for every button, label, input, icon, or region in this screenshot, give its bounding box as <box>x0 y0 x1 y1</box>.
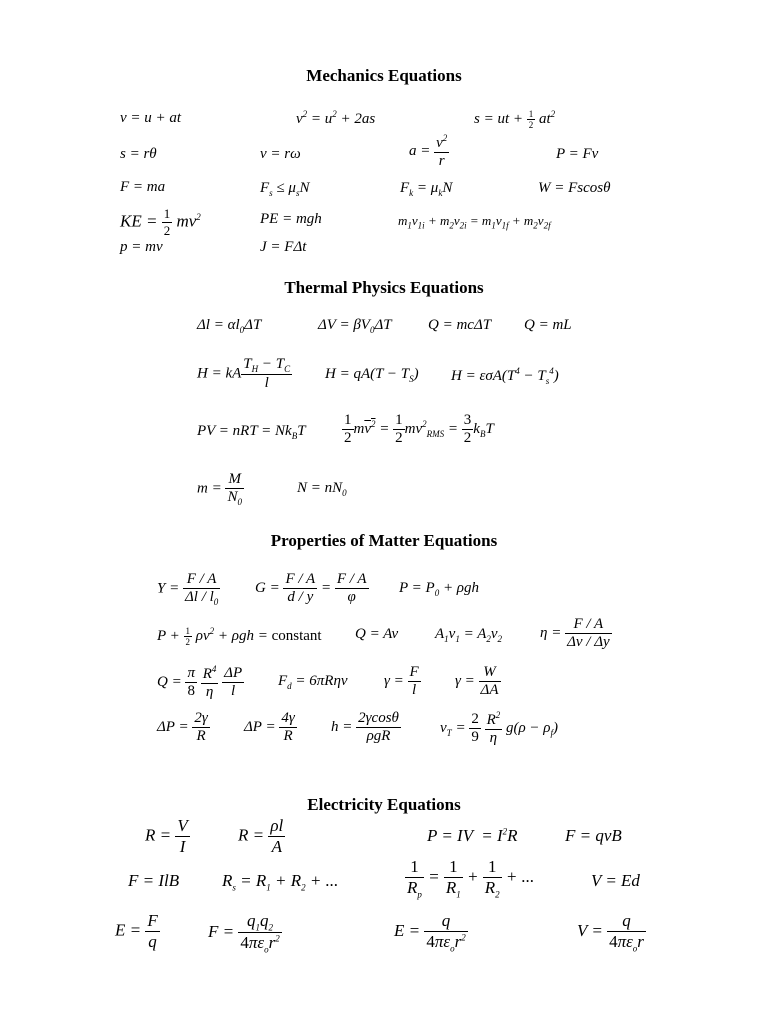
eq-volume-expansion: $\Delta V = \beta V_0\Delta T$ <box>318 317 392 335</box>
eq-bernoulli: P + $\frac{1}{2}$ $\rho v^2 + \rho gh$ = constant <box>157 626 322 648</box>
eq-arc-length: s = rθ <box>120 146 157 162</box>
eq-resistivity: R = $\frac{\rho l}{A}$ <box>238 816 284 856</box>
eq-stokes-drag: $F_d = 6\pi R\eta v$ <box>278 673 348 691</box>
eq-radiation: $H = \varepsilon\sigma A(T^4 - T_s^4)$ <box>451 366 559 386</box>
eq-field-definition: E = $\frac{F}{q}$ <box>115 911 158 951</box>
eq-ohms-law: R = $\frac{V}{I}$ <box>145 816 188 856</box>
eq-uniform-field-potential: V = Ed <box>591 871 640 890</box>
eq-velocity-squared: $v^2 = u^2 + 2as$ <box>296 109 376 127</box>
eq-series-resistance: $R_s = R_1 + R_2$ + ... <box>222 871 339 893</box>
eq-static-friction: $F_s \le \mu_sN$ <box>260 180 310 198</box>
heading-thermal: Thermal Physics Equations <box>284 278 484 297</box>
eq-magnetic-force-charge: F = qvB <box>565 826 622 845</box>
eq-convection: $H = qA(T - T_S)$ <box>325 366 419 384</box>
eq-displacement: s = ut + $\frac{1}{2}$ $at^2$ <box>474 109 556 131</box>
eq-surface-tension-force: γ = $\frac{F}{l}$ <box>384 664 419 698</box>
eq-youngs-modulus: Y = $\frac{F / A}{\Delta l / l_0}$ <box>157 571 219 607</box>
eq-point-charge-potential: V = $\frac{q}{4\pi\varepsilon_or}$ <box>577 911 644 954</box>
eq-velocity-time: v = u + at <box>120 110 182 126</box>
eq-ideal-gas: PV = nRT = $Nk_BT$ <box>197 423 306 441</box>
eq-continuity: $A_1v_1 = A_2v_2$ <box>435 626 503 644</box>
eq-parallel-resistance: $\frac{1}{R_p}$ = $\frac{1}{R_1}$ + $\frac{1}{R_2}$ + ... <box>407 857 535 900</box>
eq-heat-capacity: Q = mcΔT <box>428 317 492 333</box>
eq-power: P = Fv <box>556 146 599 162</box>
eq-terminal-velocity: $v_T$ = $\frac{2}{9}$ $\frac{R^2}{\eta}$ $g(\rho - \rho_f)$ <box>440 710 559 746</box>
eq-coulombs-law: F = $\frac{q_1q_2}{4\pi\varepsilon_or^2}$ <box>208 911 280 955</box>
eq-poiseuille: Q = $\frac{\pi}{8}$ $\frac{R^4}{\eta}$ $\frac{\Delta P}{l}$ <box>157 664 243 700</box>
eq-viscosity: η = $\frac{F / A}{\Delta v / \Delta y}$ <box>540 616 610 650</box>
eq-impulse: J = FΔt <box>260 239 307 255</box>
eq-kinetic-friction: $F_k = \mu_kN$ <box>400 180 453 198</box>
eq-work: W = Fscosθ <box>538 180 611 196</box>
eq-centripetal-acceleration: a = $\frac{v^2}{r}$ <box>409 133 448 169</box>
eq-linear-expansion: $\Delta l = \alpha l_0\Delta T$ <box>197 317 262 335</box>
eq-potential-energy: PE = mgh <box>260 211 322 227</box>
heading-mechanics: Mechanics Equations <box>306 66 462 85</box>
eq-molar-mass: m = $\frac{M}{N_0}$ <box>197 471 242 507</box>
eq-shear-modulus: G = $\frac{F / A}{d / y}$ = $\frac{F / A}{\varphi}$ <box>255 571 367 605</box>
eq-hydrostatic-pressure: $P = P_0 + \rho gh$ <box>399 580 480 598</box>
eq-electric-power: P = IV = $I^2R$ <box>427 826 518 845</box>
heading-properties-of-matter: Properties of Matter Equations <box>270 531 498 550</box>
eq-conduction: H = kA $\frac{T_H - T_C}{l}$ <box>197 356 291 391</box>
eq-flow-rate: Q = Av <box>355 626 399 642</box>
eq-newton-second: F = ma <box>120 179 166 195</box>
eq-bubble-pressure-drop: ΔP = $\frac{2\gamma}{R}$ <box>157 710 208 744</box>
eq-number-of-particles: $N = nN_0$ <box>297 480 347 498</box>
eq-soap-bubble-pressure: ΔP = $\frac{4\gamma}{R}$ <box>244 710 295 744</box>
eq-point-charge-field: E = $\frac{q}{4\pi\varepsilon_or^2}$ <box>394 911 466 954</box>
eq-surface-tension-energy: γ = $\frac{W}{\Delta A}$ <box>455 664 499 698</box>
bernoulli-constant: constant <box>271 628 322 644</box>
eq-kinetic-theory: $\frac{1}{2}$ $mv^2$ = $\frac{1}{2}$ $mv^2_{RMS}$ = $\frac{3}{2}$ $k_BT$ <box>344 412 494 446</box>
eq-magnetic-force-wire: F = IlB <box>128 871 180 890</box>
eq-angular-velocity: v = rω <box>260 146 301 162</box>
eq-momentum-conservation: $m_1v_{1i} + m_2v_{2i} = m_1v_{1f} + m_2v_{2f}$ <box>398 213 551 231</box>
heading-electricity: Electricity Equations <box>307 795 461 814</box>
eq-capillary-rise: h = $\frac{2\gamma\cos\theta}{\text{ρgR}}$ <box>331 710 399 744</box>
eq-momentum: p = mv <box>120 239 163 255</box>
eq-latent-heat: Q = mL <box>524 317 572 333</box>
eq-kinetic-energy: KE = $\frac{1}{2}$ $mv^2$ <box>120 206 201 238</box>
